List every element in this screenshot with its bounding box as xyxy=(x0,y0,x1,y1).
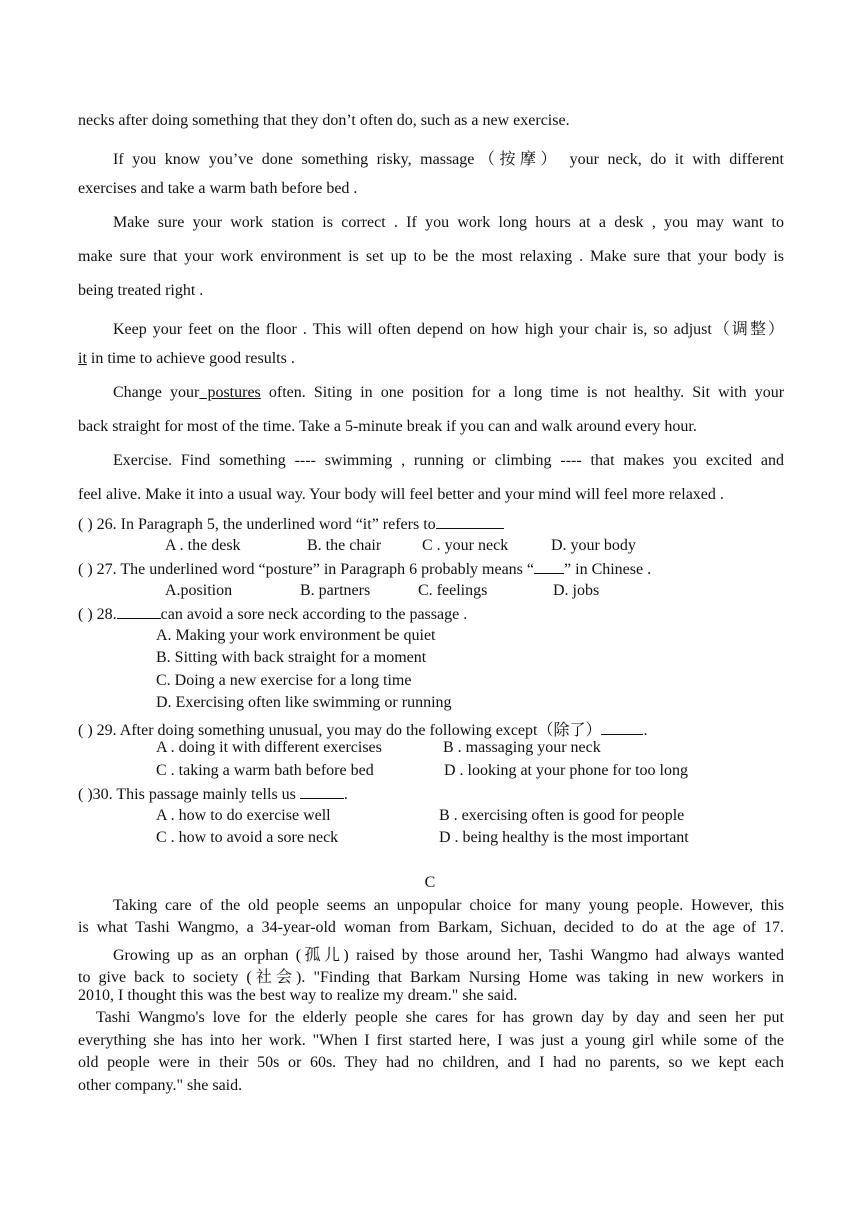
underlined-word-it: it xyxy=(78,350,87,367)
answer-blank xyxy=(300,784,344,799)
question-26-stem: ( ) 26. In Paragraph 5, the underlined word “it” refers to xyxy=(78,514,784,534)
question-29-stem: ( ) 29. After doing something unusual, you may do the following except（除了） . xyxy=(78,722,648,739)
option-a: A . how to do exercise well xyxy=(156,807,331,824)
option-d: D . looking at your phone for too long xyxy=(444,762,688,779)
option-b: B. the chair xyxy=(307,537,382,554)
option-b: B . massaging your neck xyxy=(443,739,601,756)
question-28-stem: ( ) 28. can avoid a sore neck according to the passage . xyxy=(78,606,468,623)
passage-b-line: Exercise. Find something ---- swimming , running or climbing ---- that makes you excited and xyxy=(113,452,784,469)
passage-b-line: If you know you’ve done something risky, massage（按摩） your neck, do it with different xyxy=(113,151,784,168)
option-d: D . being healthy is the most important xyxy=(439,829,689,846)
answer-blank xyxy=(601,720,643,735)
passage-b-line: Keep your feet on the floor . This will often depend on how high your chair is, so adjust（调整） xyxy=(113,321,784,338)
passage-b-line: back straight for most of the time. Take a 5-minute break if you can and walk around every hour. xyxy=(78,418,697,435)
option-c: C . taking a warm bath before bed xyxy=(156,762,374,779)
option-d: D. your body xyxy=(551,537,636,554)
option-a: A . the desk xyxy=(165,537,241,554)
passage-b-line: Change your postures often. Siting in one position for a long time is not healthy. Sit with your xyxy=(113,384,785,401)
passage-b-line: Make sure your work station is correct . If you work long hours at a desk , you may want to xyxy=(113,214,784,231)
passage-c-line: Tashi Wangmo's love for the elderly people she cares for has grown day by day and seen her put xyxy=(96,1009,784,1026)
option-b: B. partners xyxy=(300,582,371,599)
passage-b-line: necks after doing something that they don’t often do, such as a new exercise. xyxy=(78,112,570,129)
option-a: A . doing it with different exercises xyxy=(156,739,382,756)
answer-blank xyxy=(436,514,504,529)
option-a: A. Making your work environment be quiet xyxy=(156,627,436,644)
passage-c-line: Growing up as an orphan (孤儿) raised by those around her, Tashi Wangmo had always wanted xyxy=(113,947,784,964)
passage-c-line: is what Tashi Wangmo, a 34-year-old woman from Barkam, Sichuan, decided to do at the age of 17. xyxy=(78,919,784,936)
option-c: C . how to avoid a sore neck xyxy=(156,829,339,846)
passage-c-line: old people were in their 50s or 60s. They had no children, and I had no parents, so we kept each xyxy=(78,1054,784,1071)
question-30-stem: ( )30. This passage mainly tells us . xyxy=(78,786,348,803)
option-c: C . your neck xyxy=(422,537,509,554)
underlined-word-postures: postures xyxy=(199,384,261,401)
passage-c-line: other company." she said. xyxy=(78,1077,243,1094)
passage-b-line: feel alive. Make it into a usual way. Your body will feel better and your mind will feel more relaxed . xyxy=(78,486,724,503)
answer-blank xyxy=(117,604,161,619)
passage-b-line: being treated right . xyxy=(78,282,204,299)
question-27-stem: ( ) 27. The underlined word “posture” in Paragraph 6 probably means “ ” in Chinese . xyxy=(78,561,652,578)
section-heading: C xyxy=(424,874,436,891)
option-c: C. feelings xyxy=(418,582,488,599)
passage-b-line: make sure that your work environment is set up to be the most relaxing . Make sure that your body is xyxy=(78,248,784,265)
passage-c-line: 2010, I thought this was the best way to realize my dream." she said. xyxy=(78,987,518,1004)
option-c: C. Doing a new exercise for a long time xyxy=(156,672,412,689)
option-a: A.position xyxy=(165,582,233,599)
option-b: B. Sitting with back straight for a moment xyxy=(156,649,427,666)
passage-b-line: exercises and take a warm bath before bed . xyxy=(78,180,358,197)
option-b: B . exercising often is good for people xyxy=(439,807,685,824)
passage-c-line: Taking care of the old people seems an unpopular choice for many young people. However, this xyxy=(113,897,784,914)
passage-c-line: to give back to society (社会). "Finding that Barkam Nursing Home was taking in new workers in xyxy=(78,969,784,986)
option-d: D. Exercising often like swimming or running xyxy=(156,694,452,711)
answer-blank xyxy=(534,559,564,574)
option-d: D. jobs xyxy=(553,582,600,599)
passage-b-line: it in time to achieve good results . xyxy=(78,350,295,367)
passage-c-line: everything she has into her work. "When I first started here, I was just a young girl while some of the xyxy=(78,1032,784,1049)
